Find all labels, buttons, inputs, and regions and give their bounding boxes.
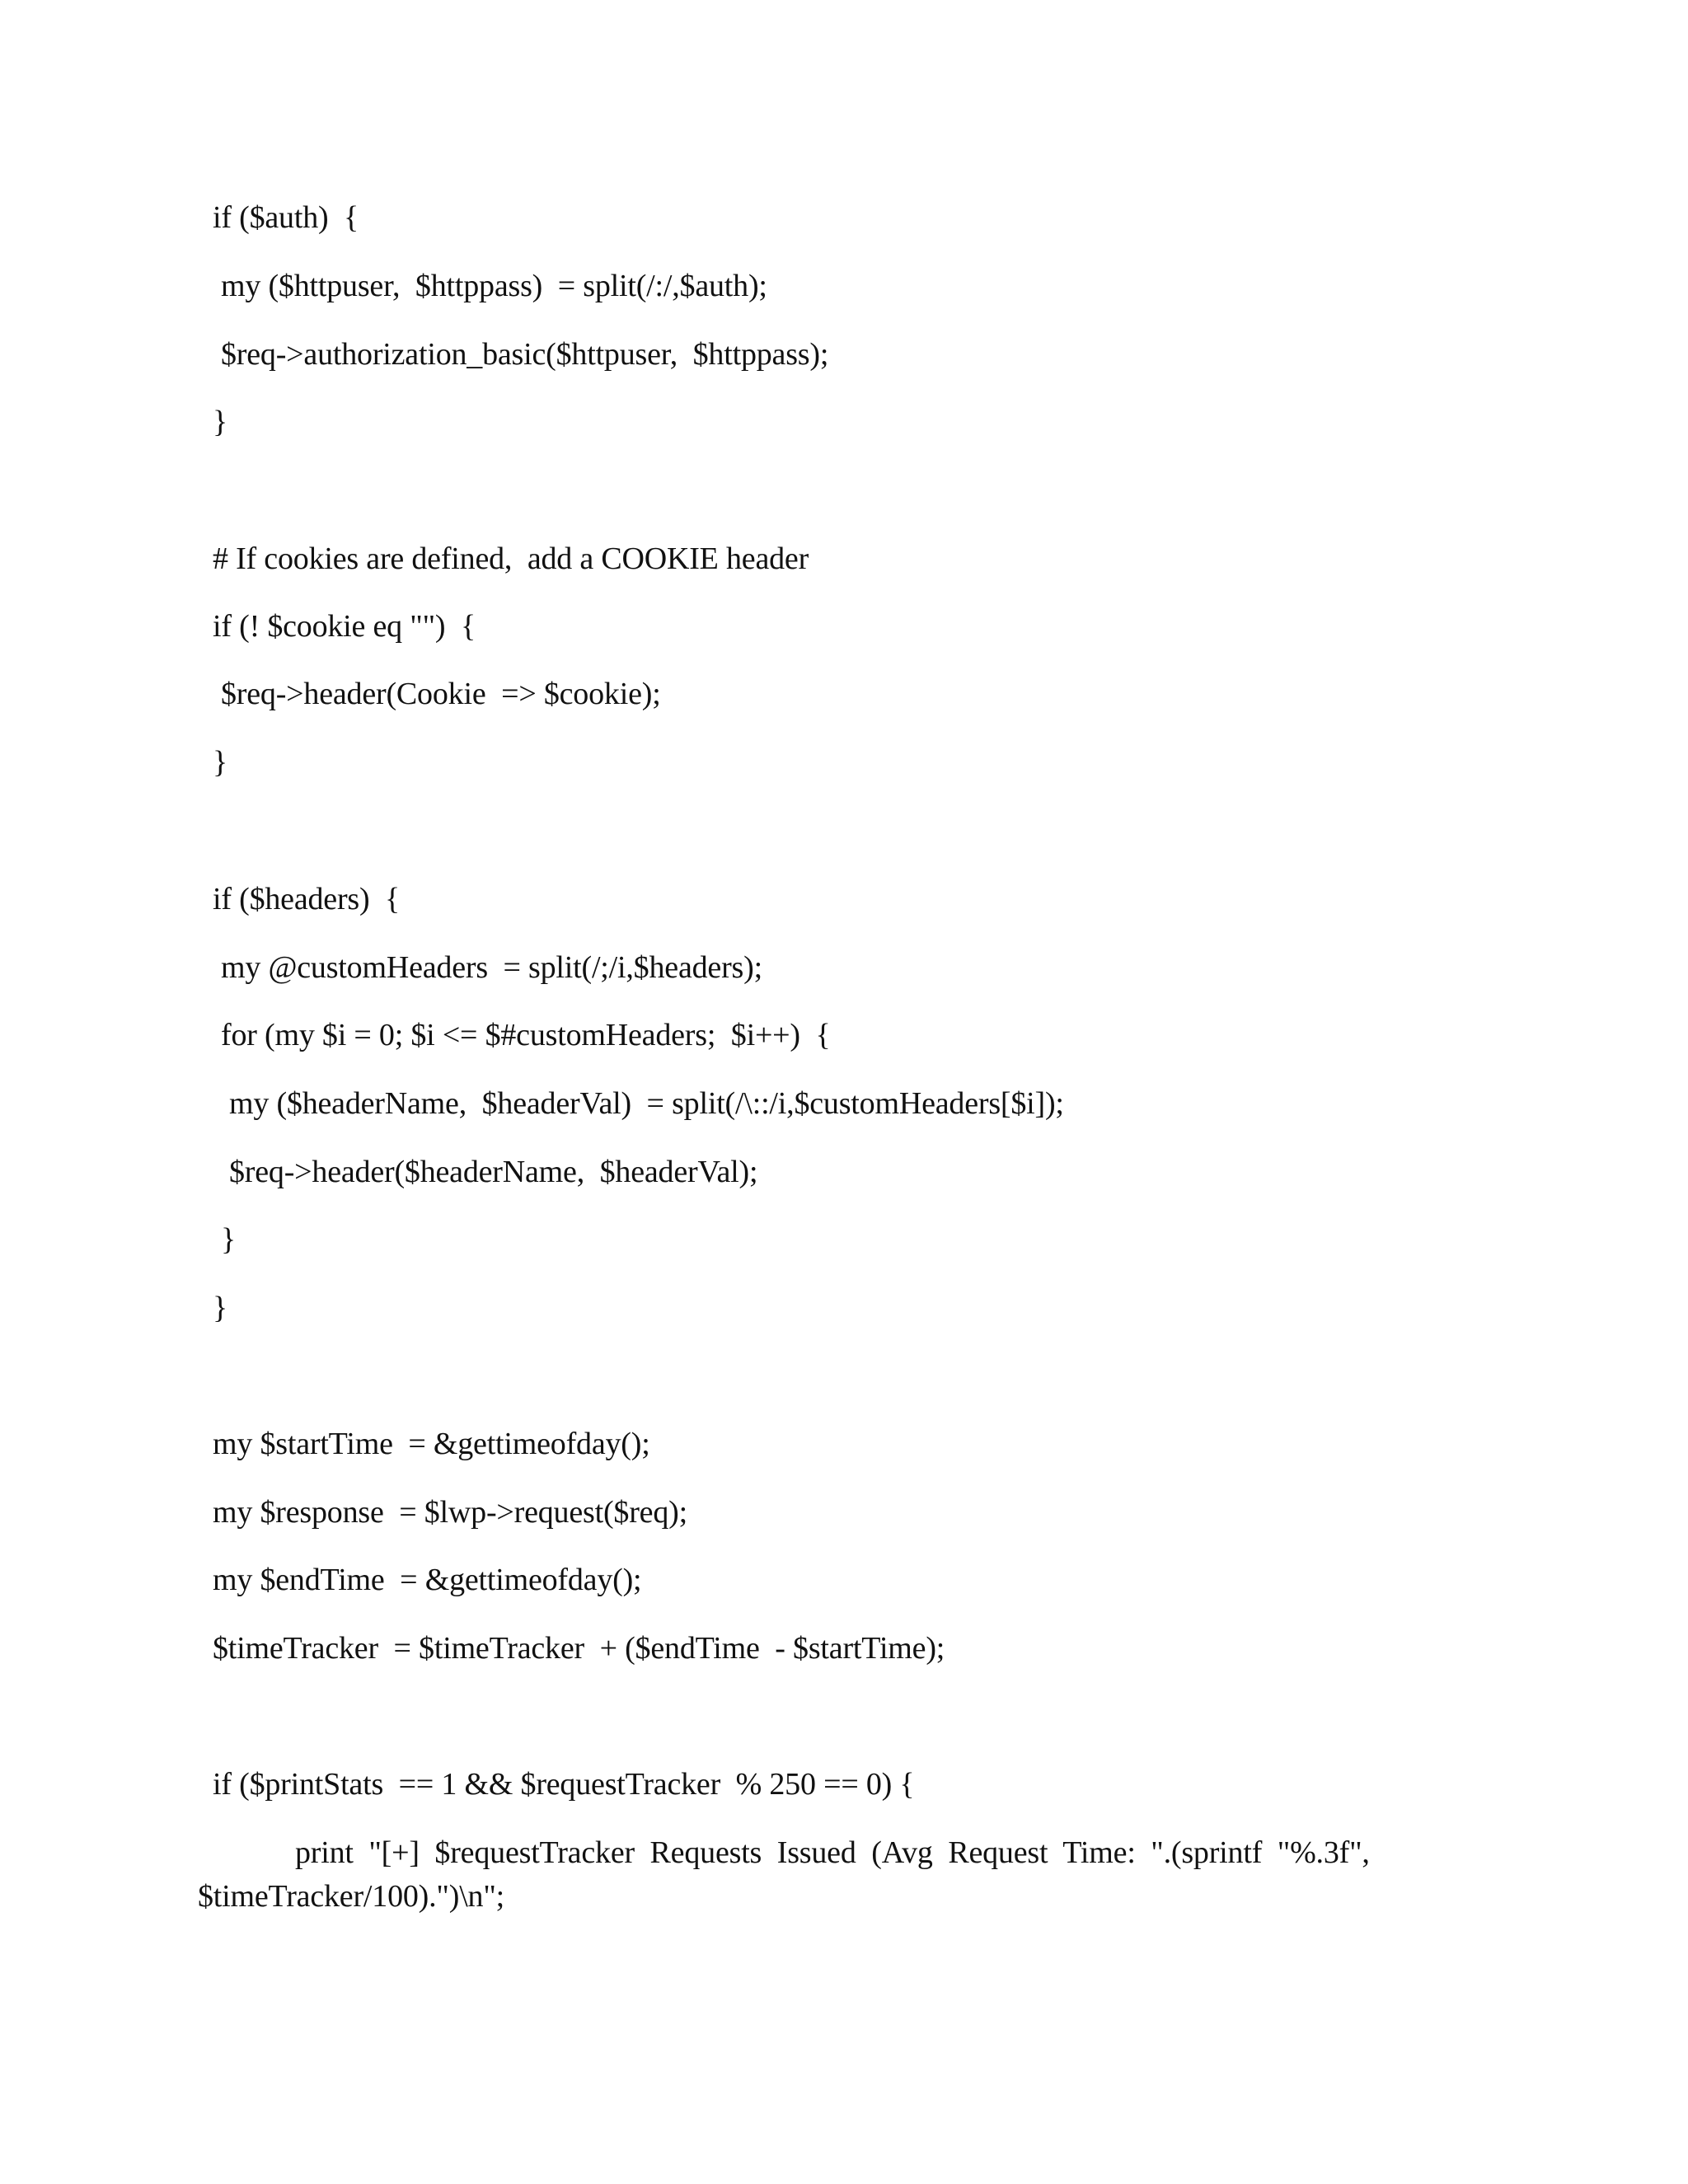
code-line: if (! $cookie eq "") {	[213, 609, 476, 644]
code-line: for (my $i = 0; $i <= $#customHeaders; $i++) {	[221, 1018, 831, 1052]
code-line: $timeTracker = $timeTracker + ($endTime - $startTime);	[213, 1631, 945, 1666]
code-line: }	[213, 745, 228, 780]
code-line: $req->header($headerName, $headerVal);	[229, 1155, 758, 1189]
code-line: $req->authorization_basic($httpuser, $httppass);	[221, 337, 829, 372]
code-line: my @customHeaders = split(/;/i,$headers);	[221, 950, 762, 985]
code-comment-line: # If cookies are defined, add a COOKIE header	[213, 541, 809, 576]
code-line: my ($headerName, $headerVal) = split(/\::/i,$customHeaders[$i]);	[229, 1086, 1064, 1121]
code-line: my ($httpuser, $httppass) = split(/:/,$auth);	[221, 269, 767, 303]
code-line: if ($headers) {	[213, 882, 401, 916]
code-line: my $startTime = &gettimeofday();	[213, 1427, 650, 1461]
code-line: if ($auth) {	[213, 200, 359, 235]
code-line: }	[221, 1222, 237, 1257]
code-line: print "[+] $requestTracker Requests Issued (Avg Request Time: ".(sprintf "%.3f",	[295, 1835, 1370, 1870]
code-line-continuation: $timeTracker/100).")\n";	[198, 1879, 505, 1914]
code-line: my $endTime = &gettimeofday();	[213, 1563, 642, 1597]
code-line: }	[213, 405, 228, 439]
code-line: }	[213, 1291, 228, 1325]
code-line: my $response = $lwp->request($req);	[213, 1495, 687, 1530]
code-line: $req->header(Cookie => $cookie);	[221, 677, 661, 711]
code-line: if ($printStats == 1 && $requestTracker % 250 == 0) {	[213, 1767, 915, 1802]
